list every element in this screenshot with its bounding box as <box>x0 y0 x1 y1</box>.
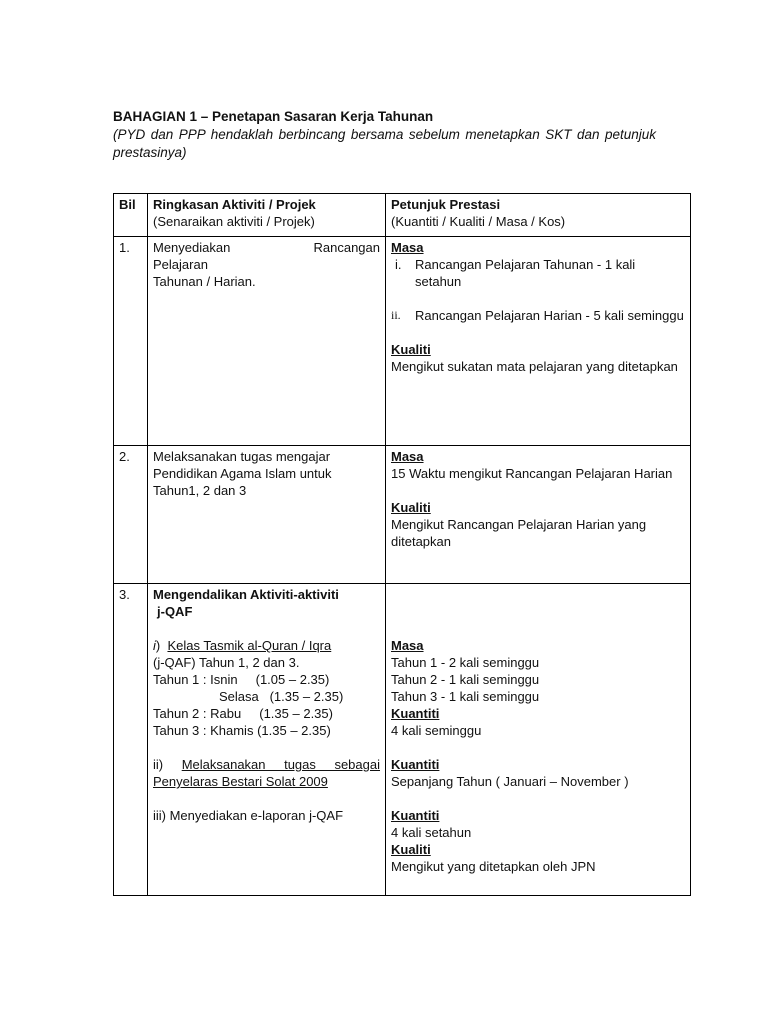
header-bil-label: Bil <box>119 197 136 212</box>
row3-masa-line1: Tahun 1 - 2 kali seminggu <box>391 655 540 670</box>
row3-kualiti-text: Mengikut yang ditetapkan oleh JPN <box>391 859 596 874</box>
row3-sub2-prefix: ii) <box>153 757 164 772</box>
row3-kuantiti2-label: Kuantiti <box>391 757 440 772</box>
skt-table <box>113 193 691 896</box>
table-row <box>114 584 691 896</box>
row3-kuantiti1-label: Kuantiti <box>391 706 440 721</box>
table-header-row <box>114 194 691 237</box>
row3-sched3-time: (1.35 – 2.35) <box>257 723 331 738</box>
row1-item1-number: i. <box>395 257 402 272</box>
row3-sub1-paren: ) <box>155 638 161 653</box>
row3-sub1-title <box>153 637 380 654</box>
row3-kuantiti2-text: Sepanjang Tahun ( Januari – November ) <box>391 774 629 789</box>
table-row <box>114 446 691 584</box>
row3-sched2 <box>153 705 380 722</box>
row2-petunjuk <box>386 446 691 584</box>
row3-kuantiti3-text: 4 kali setahun <box>391 825 472 840</box>
row3-sched2-label: Tahun 2 : Rabu <box>153 706 242 721</box>
row1-bil: 1. <box>114 237 148 446</box>
row3-masa-line3: Tahun 3 - 1 kali seminggu <box>391 689 540 704</box>
row2-aktiviti-text: Melaksanakan tugas mengajar Pendidikan Agama Islam untuk Tahun1, 2 dan 3 <box>153 449 332 498</box>
header-petunjuk-subtitle: (Kuantiti / Kualiti / Masa / Kos) <box>391 214 566 229</box>
row3-kuantiti3-label: Kuantiti <box>391 808 440 823</box>
row1-item1-text: Rancangan Pelajaran Tahunan - 1 kali setahun <box>415 257 636 289</box>
row2-bil: 2. <box>114 446 148 584</box>
row3-sched1b-label: Selasa <box>219 689 259 704</box>
row3-sub2-line1-text: Melaksanakan tugas sebagai <box>181 757 380 772</box>
row3-sched1b <box>153 688 380 705</box>
header-aktiviti-title: Ringkasan Aktiviti / Projek <box>153 197 316 212</box>
row3-sched1 <box>153 671 380 688</box>
document-subtitle: (PYD dan PPP hendaklah berbincang bersama sebelum menetapkan SKT dan petunjuk prestasinya) <box>113 127 656 160</box>
row3-aktiviti <box>148 584 386 896</box>
document-title: BAHAGIAN 1 – Penetapan Sasaran Kerja Tahunan <box>113 109 434 124</box>
row1-aktiviti-line3: Tahunan / Harian. <box>153 274 256 289</box>
row1-aktiviti-line2: Pelajaran <box>153 257 208 272</box>
row1-kualiti-text: Mengikut sukatan mata pelajaran yang ditetapkan <box>391 359 678 374</box>
row3-sub1-title-text: Kelas Tasmik al-Quran / Iqra <box>167 638 332 653</box>
row3-sub2-line1 <box>153 756 380 773</box>
row2-kualiti-label: Kualiti <box>391 500 431 515</box>
row2-masa-label: Masa <box>391 449 424 464</box>
row3-masa-label: Masa <box>391 638 424 653</box>
row3-sub2-line2: Penyelaras Bestari Solat 2009 <box>153 774 328 789</box>
row3-sched1-label: Tahun 1 : Isnin <box>153 672 238 687</box>
header-petunjuk <box>386 194 691 237</box>
row1-aktiviti-line1 <box>153 239 380 256</box>
row1-item1 <box>391 256 685 290</box>
row3-petunjuk <box>386 584 691 896</box>
row3-sched3-label: Tahun 3 : Khamis <box>153 723 254 738</box>
row3-kualiti-label: Kualiti <box>391 842 431 857</box>
row1-masa-label: Masa <box>391 240 424 255</box>
row1-item2 <box>391 307 685 324</box>
row3-sched1b-time: (1.35 – 2.35) <box>269 689 344 704</box>
row1-aktiviti-word2: Rancangan <box>313 240 380 255</box>
row3-sched3 <box>153 722 380 739</box>
row1-item2-text: Rancangan Pelajaran Harian - 5 kali seminggu <box>415 308 684 323</box>
row1-petunjuk <box>386 237 691 446</box>
header-petunjuk-title: Petunjuk Prestasi <box>391 197 501 212</box>
row3-aktiviti-title-line2: j-QAF <box>157 604 193 619</box>
row2-masa-text: 15 Waktu mengikut Rancangan Pelajaran Harian <box>391 466 673 481</box>
row3-kuantiti1-text: 4 kali seminggu <box>391 723 482 738</box>
row3-bil: 3. <box>114 584 148 896</box>
row3-sub1-prefix: i <box>153 638 156 653</box>
row3-sched1-time: (1.05 – 2.35) <box>255 672 330 687</box>
row1-aktiviti-word1: Menyediakan <box>153 240 231 255</box>
row3-sub3: iii) Menyediakan e-laporan j-QAF <box>153 808 344 823</box>
header-aktiviti <box>148 194 386 237</box>
row3-masa-line2: Tahun 2 - 1 kali seminggu <box>391 672 540 687</box>
row3-aktiviti-title-line1: Mengendalikan Aktiviti-aktiviti <box>153 587 339 602</box>
header-bil <box>114 194 148 237</box>
row3-sub1-line2: (j-QAF) Tahun 1, 2 dan 3. <box>153 655 300 670</box>
table-row <box>114 237 691 446</box>
header-aktiviti-subtitle: (Senaraikan aktiviti / Projek) <box>153 214 315 229</box>
row2-aktiviti <box>148 446 386 584</box>
row3-sched2-time: (1.35 – 2.35) <box>259 706 333 721</box>
row1-kualiti-label: Kualiti <box>391 342 431 357</box>
row1-item2-number: ii. <box>391 308 401 322</box>
row2-kualiti-text: Mengikut Rancangan Pelajaran Harian yang ditetapkan <box>391 517 647 549</box>
row1-aktiviti <box>148 237 386 446</box>
